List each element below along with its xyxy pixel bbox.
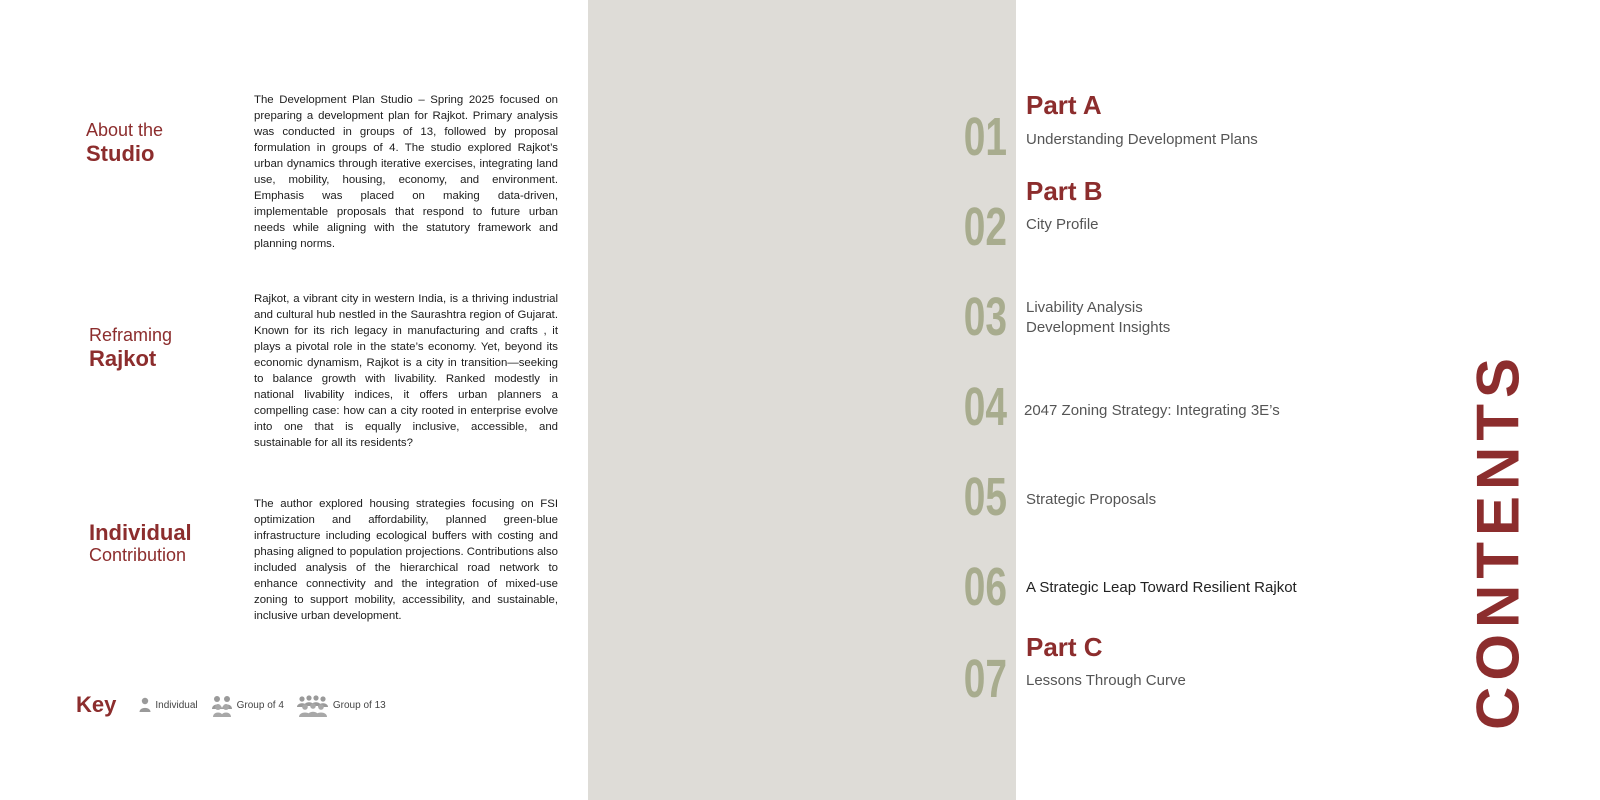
individual-heading-light: Contribution xyxy=(89,545,187,566)
contents-item-05[interactable]: Strategic Proposals xyxy=(1026,491,1157,508)
contents-item-01[interactable]: Understanding Development Plans xyxy=(1026,131,1258,148)
part-c-title[interactable]: Part C xyxy=(1026,632,1103,662)
key-title: Key xyxy=(76,692,117,717)
part-b-title[interactable]: Part B xyxy=(1026,176,1103,206)
person-icon xyxy=(138,697,152,713)
contents-item-07[interactable]: Lessons Through Curve xyxy=(1026,672,1186,689)
individual-contribution-heading xyxy=(89,520,192,566)
key-label-individual: Individual xyxy=(155,699,198,711)
contents-number-01: 01 xyxy=(963,107,1007,167)
contents-item-02[interactable]: City Profile xyxy=(1026,216,1099,233)
about-heading-bold: Studio xyxy=(86,140,155,166)
contents-number-06: 06 xyxy=(963,557,1007,617)
key-label-group-4: Group of 4 xyxy=(236,699,284,711)
contents-number-07: 07 xyxy=(963,649,1007,709)
group-of-4-icon xyxy=(210,693,234,717)
individual-contribution-text: The author explored housing strategies focusing on FSI optimization and affordability, planned green-blue infrastructure including ecological buffers with costing and phasing aligned to population projections. Contributions also included analysis of the hierarchical road network to enhance connectivity and the integration of mixed-use zoning to support mobility, accessibility, and sustainable, inclusive urban development. xyxy=(254,498,558,622)
grey-band xyxy=(588,0,1016,800)
key-item-group-4 xyxy=(210,693,284,717)
contents-item-03[interactable] xyxy=(1026,298,1170,338)
contents-number-03: 03 xyxy=(963,287,1007,347)
contents-item-03-line1: Livability Analysis xyxy=(1026,299,1143,316)
contents-number-05: 05 xyxy=(963,467,1007,527)
reframing-heading-light: Reframing xyxy=(89,325,173,345)
contents-item-06[interactable]: A Strategic Leap Toward Resilient Rajkot xyxy=(1026,579,1297,596)
key-item-group-13 xyxy=(296,693,386,717)
contents-item-03-line2: Development Insights xyxy=(1026,319,1171,336)
contents-number-04: 04 xyxy=(963,377,1007,437)
individual-heading-bold: Individual xyxy=(89,520,192,545)
reframing-heading-bold: Rajkot xyxy=(89,345,157,371)
part-a-title[interactable]: Part A xyxy=(1026,90,1102,120)
about-studio-text: The Development Plan Studio – Spring 2025 focused on preparing a development plan for Rajkot. Primary analysis was conducted in groups of 13, followed by proposal formulation in groups of 4. The studio explored Rajkot’s urban dynamics through iterative exercises, integrating land use, mobility, housing, economy, and environment. Emphasis was placed on making data-driven, implementable proposals that respond to future urban needs while aligning with the statutory framework and planning norms. xyxy=(254,94,558,250)
group-of-13-icon xyxy=(296,693,330,717)
contents-item-04[interactable]: 2047 Zoning Strategy: Integrating 3E’s xyxy=(1024,402,1280,419)
key-item-individual xyxy=(138,697,197,713)
reframing-rajkot-text: Rajkot, a vibrant city in western India, is a thriving industrial and cultural hub nestled in the Saurashtra region of Gujarat. Known for its rich legacy in manufacturing and crafts , it plays a pivotal role in the state’s economy. Yet, beyond its economic dynamism, Rajkot is a city in transition—seeking to balance growth with livability. Ranked modestly in national livability indices, it offers urban planners a compelling case: how can a city rooted in enterprise evolve into one that is equally inclusive, accessible, and sustainable for all its residents? xyxy=(254,293,558,449)
reframing-rajkot-heading xyxy=(89,325,172,371)
about-heading-light: About the xyxy=(86,120,164,140)
key-legend xyxy=(76,690,398,720)
contents-title-text: CONTENTS xyxy=(1464,352,1532,730)
contents-number-02: 02 xyxy=(963,197,1007,257)
about-studio-heading xyxy=(86,120,163,166)
contents-title xyxy=(1464,352,1532,730)
key-label-group-13: Group of 13 xyxy=(332,699,386,711)
